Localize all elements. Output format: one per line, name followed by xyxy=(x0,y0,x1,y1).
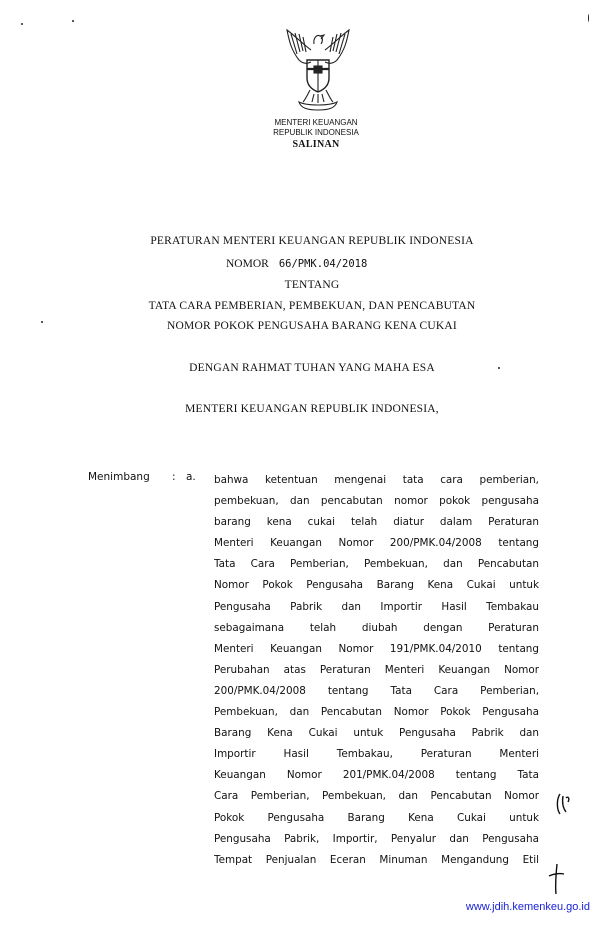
body-line: pembekuan, dan pencabutan nomor pokok pengusaha xyxy=(214,495,539,508)
body-line: Menteri Keuangan Nomor 191/PMK.04/2010 tentang xyxy=(214,642,539,655)
salinan-label: SALINAN xyxy=(292,139,340,150)
scan-speck xyxy=(41,321,43,323)
body-line: Pembekuan, dan Pencabutan Nomor Pokok Pengusaha xyxy=(214,706,539,719)
body-line: Nomor Pokok Pengusaha Barang Kena Cukai untuk xyxy=(214,579,539,592)
body-line: Keuangan Nomor 201/PMK.04/2008 tentang Tata xyxy=(214,769,539,782)
ministry-header-line1: MENTERI KEUANGAN xyxy=(274,118,358,127)
rahmat-line: DENGAN RAHMAT TUHAN YANG MAHA ESA xyxy=(189,362,435,374)
scan-speck xyxy=(498,367,500,369)
body-line: Perubahan atas Peraturan Menteri Keuangan Nomor xyxy=(214,663,539,676)
body-line: sebagaimana telah diubah dengan Peraturan xyxy=(214,621,539,634)
body-line: bahwa ketentuan mengenai tata cara pemberian, xyxy=(214,474,539,486)
menimbang-body xyxy=(214,470,539,871)
garuda-emblem-icon xyxy=(277,24,359,114)
body-line: Tata Cara Pemberian, Pembekuan, dan Pencabutan xyxy=(214,558,539,571)
menimbang-point: a. xyxy=(186,471,196,483)
menteri-line: MENTERI KEUANGAN REPUBLIK INDONESIA, xyxy=(185,403,439,415)
body-line: Pengusaha Pabrik, Importir, Penyalur dan Pengusaha xyxy=(214,832,539,845)
menimbang-label: Menimbang xyxy=(88,471,150,483)
nomor-label: NOMOR xyxy=(226,258,269,270)
regulation-title: PERATURAN MENTERI KEUANGAN REPUBLIK INDONESIA xyxy=(150,235,474,247)
body-line: Pengusaha Pabrik dan Importir Hasil Tembakau xyxy=(214,600,539,613)
ministry-header-line2: REPUBLIK INDONESIA xyxy=(273,128,359,137)
scan-speck xyxy=(72,20,74,22)
regulation-number xyxy=(226,258,367,270)
nomor-value: 66/PMK.04/2018 xyxy=(278,258,368,270)
body-line: Pokok Pengusaha Barang Kena Cukai untuk xyxy=(214,811,539,824)
scan-speck xyxy=(21,23,23,25)
body-line: Tempat Penjualan Eceran Minuman Mengandung Etil xyxy=(214,853,539,866)
subject-line1: TATA CARA PEMBERIAN, PEMBEKUAN, DAN PENCABUTAN xyxy=(148,300,476,312)
tentang-label: TENTANG xyxy=(284,279,340,291)
body-line: Menteri Keuangan Nomor 200/PMK.04/2008 tentang xyxy=(214,537,539,550)
body-line: 200/PMK.04/2008 tentang Tata Cara Pemberian, xyxy=(214,684,539,697)
paraf-mark-icon xyxy=(554,790,574,818)
body-line: Cara Pemberian, Pembekuan, dan Pencabutan Nomor xyxy=(214,790,539,803)
scan-speck xyxy=(588,14,589,22)
footer-url: www.jdih.kemenkeu.go.id xyxy=(465,901,590,913)
body-line: Barang Kena Cukai untuk Pengusaha Pabrik dan xyxy=(214,727,539,740)
body-line: barang kena cukai telah diatur dalam Peraturan xyxy=(214,516,539,529)
signature-mark-icon xyxy=(545,862,567,896)
subject-line2: NOMOR POKOK PENGUSAHA BARANG KENA CUKAI xyxy=(167,320,457,332)
body-line: Importir Hasil Tembakau, Peraturan Menteri xyxy=(214,748,539,761)
menimbang-colon: : xyxy=(172,471,176,483)
